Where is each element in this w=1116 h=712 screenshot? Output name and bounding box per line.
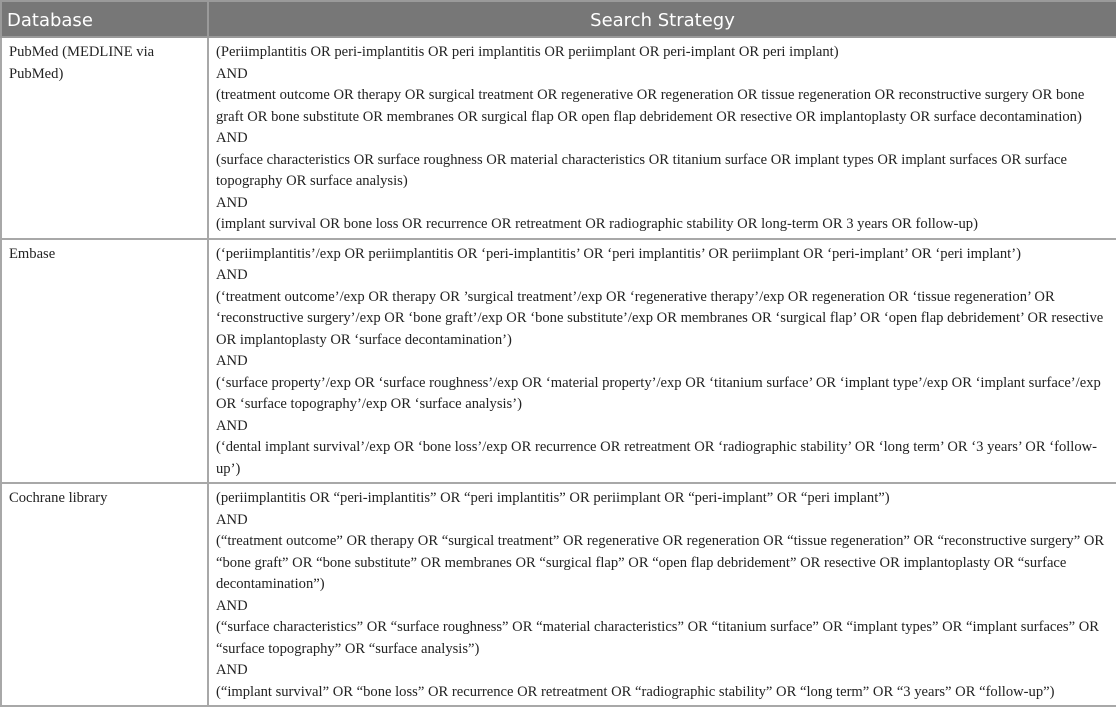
- strategy-line: (‘surface property’/exp OR ‘surface roughness’/exp OR ‘material property’/exp OR ‘titanium surface’ OR ‘implant type’/exp OR ‘implant surface’/exp OR ‘surface topography’/exp OR ‘surface analysis’): [216, 374, 1101, 412]
- strategy-operator: AND: [216, 194, 248, 211]
- header-row: [1, 1, 1116, 37]
- strategy-operator: AND: [216, 65, 248, 82]
- strategy-operator: AND: [216, 662, 248, 678]
- table-header: [1, 1, 1116, 37]
- table-row-pubmed: [1, 37, 1116, 239]
- strategy-cell: [208, 239, 1116, 484]
- strategy-line: (‘treatment outcome’/exp OR therapy OR ’surgical treatment’/exp OR ‘regenerative therapy’/exp OR regeneration OR ‘tissue regeneration’ OR ‘reconstructive surgery’/exp OR ‘bone graft’/exp OR ‘bone substitute’/exp OR membranes OR ‘surgical flap’ OR ‘open flap debridement’ OR resective OR implantoplasty OR ‘surface decontamination’): [216, 288, 1104, 348]
- header-database: Database: [1, 1, 208, 37]
- strategy-operator: AND: [216, 130, 248, 146]
- strategy-line: (periimplantitis OR “peri-implantitis” OR “peri implantitis” OR periimplant OR “peri-implant” OR “peri implant”): [216, 490, 890, 506]
- strategy-line: (‘dental implant survival’/exp OR ‘bone loss’/exp OR recurrence OR retreatment OR ‘radiographic stability’ OR ‘long term’ OR ‘3 years’ OR ‘follow-up’): [216, 439, 1098, 477]
- strategy-operator: AND: [216, 353, 248, 369]
- strategy-line: (treatment outcome OR therapy OR surgical treatment OR regenerative OR regeneration OR tissue regeneration OR reconstructive surgery OR bone graft OR bone substitute OR membranes OR surgical flap OR open flap debridement OR resective OR implantoplasty OR surface decontamination): [216, 87, 1085, 125]
- strategy-line: (Periimplantitis OR peri-implantitis OR peri implantitis OR periimplant OR peri-implant OR peri implant): [216, 44, 839, 60]
- strategy-line: (“implant survival” OR “bone loss” OR recurrence OR retreatment OR “radiographic stability” OR “long term” OR “3 years” OR “follow-up”): [216, 683, 1055, 700]
- table-row-embase: [1, 239, 1116, 484]
- table-body: [1, 37, 1116, 706]
- strategy-operator: AND: [216, 417, 248, 434]
- strategy-operator: AND: [216, 511, 248, 528]
- strategy-operator: AND: [216, 597, 248, 614]
- table-row-cochrane: [1, 483, 1116, 706]
- strategy-line: (‘periimplantitis’/exp OR periimplantitis OR ‘peri-implantitis’ OR ‘peri implantitis’ OR periimplant OR ‘peri-implant’ OR ‘peri implant’): [216, 245, 1021, 262]
- strategy-cell: [208, 37, 1116, 239]
- strategy-line: (surface characteristics OR surface roughness OR material characteristics OR titanium surface OR implant types OR implant surfaces OR surface topography OR surface analysis): [216, 151, 1068, 189]
- strategy-line: (“surface characteristics” OR “surface roughness” OR “material characteristics” OR “titanium surface” OR “implant types” OR “implant surfaces” OR “surface topography” OR “surface analysis”): [216, 619, 1099, 657]
- database-cell: PubMed (MEDLINE via PubMed): [1, 37, 208, 239]
- strategy-line: (implant survival OR bone loss OR recurrence OR retreatment OR radiographic stability OR long-term OR 3 years OR follow-up): [216, 216, 978, 232]
- strategy-operator: AND: [216, 267, 248, 283]
- header-search-strategy: Search Strategy: [208, 1, 1116, 37]
- database-cell: Embase: [1, 239, 208, 484]
- database-cell: Cochrane library: [1, 483, 208, 706]
- strategy-cell: [208, 483, 1116, 706]
- strategy-line: (“treatment outcome” OR therapy OR “surgical treatment” OR regenerative OR regeneration OR “tissue regeneration” OR “reconstructive surgery” OR “bone graft” OR “bone substitute” OR membranes OR “surgical flap” OR “open flap debridement” OR resective OR implantoplasty OR “surface decontamination”): [216, 533, 1105, 592]
